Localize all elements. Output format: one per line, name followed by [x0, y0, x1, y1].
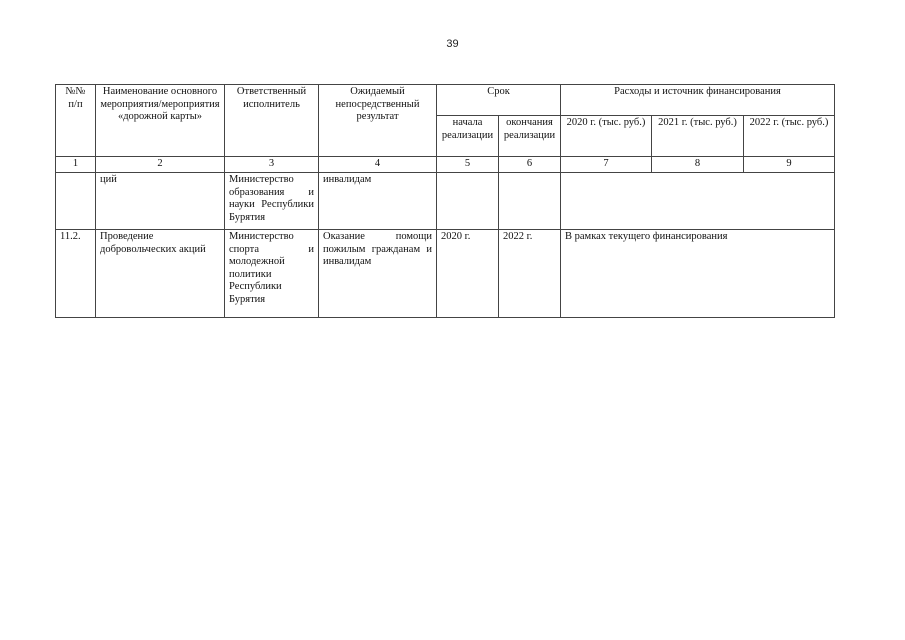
term-start: 2020 г. — [437, 230, 499, 318]
column-number: 7 — [561, 157, 652, 173]
page-number: 39 — [446, 38, 459, 50]
header-term-end: окончания реализации — [499, 116, 561, 157]
column-number: 9 — [744, 157, 835, 173]
header-row-1 — [56, 85, 835, 116]
expected-result: инвалидам — [319, 173, 437, 230]
roadmap-table — [55, 84, 835, 318]
header-finance: Расходы и источник финансирования — [561, 85, 835, 116]
column-number: 1 — [56, 157, 96, 173]
finance — [561, 173, 835, 230]
activity-name: Проведение добровольческих акций — [96, 230, 225, 318]
header-year-2021: 2021 г. (тыс. руб.) — [652, 116, 744, 157]
header-executor: Ответственный исполнитель — [225, 85, 319, 157]
column-number: 8 — [652, 157, 744, 173]
row-number — [56, 173, 96, 230]
header-year-2022: 2022 г. (тыс. руб.) — [744, 116, 835, 157]
header-term-start: начала реализации — [437, 116, 499, 157]
executor: Министерство спорта и молодежной политики Республики Бурятия — [225, 230, 319, 318]
term-start — [437, 173, 499, 230]
header-number: №№ п/п — [56, 85, 96, 157]
term-end: 2022 г. — [499, 230, 561, 318]
table-row — [56, 230, 835, 318]
column-number: 6 — [499, 157, 561, 173]
activity-name: ций — [96, 173, 225, 230]
term-end — [499, 173, 561, 230]
finance: В рамках текущего финансирования — [561, 230, 835, 318]
expected-result: Оказание помощи пожилым гражданам и инвалидам — [319, 230, 437, 318]
column-number: 4 — [319, 157, 437, 173]
column-number: 3 — [225, 157, 319, 173]
header-expected-result: Ожидаемый непосредственный результат — [319, 85, 437, 157]
executor: Министерство образования и науки Республики Бурятия — [225, 173, 319, 230]
row-number: 11.2. — [56, 230, 96, 318]
column-number-row — [56, 157, 835, 173]
header-year-2020: 2020 г. (тыс. руб.) — [561, 116, 652, 157]
header-term: Срок — [437, 85, 561, 116]
column-number: 2 — [96, 157, 225, 173]
column-number: 5 — [437, 157, 499, 173]
header-activity-name: Наименование основного мероприятия/мероприятия «дорожной карты» — [96, 85, 225, 157]
table-row — [56, 173, 835, 230]
